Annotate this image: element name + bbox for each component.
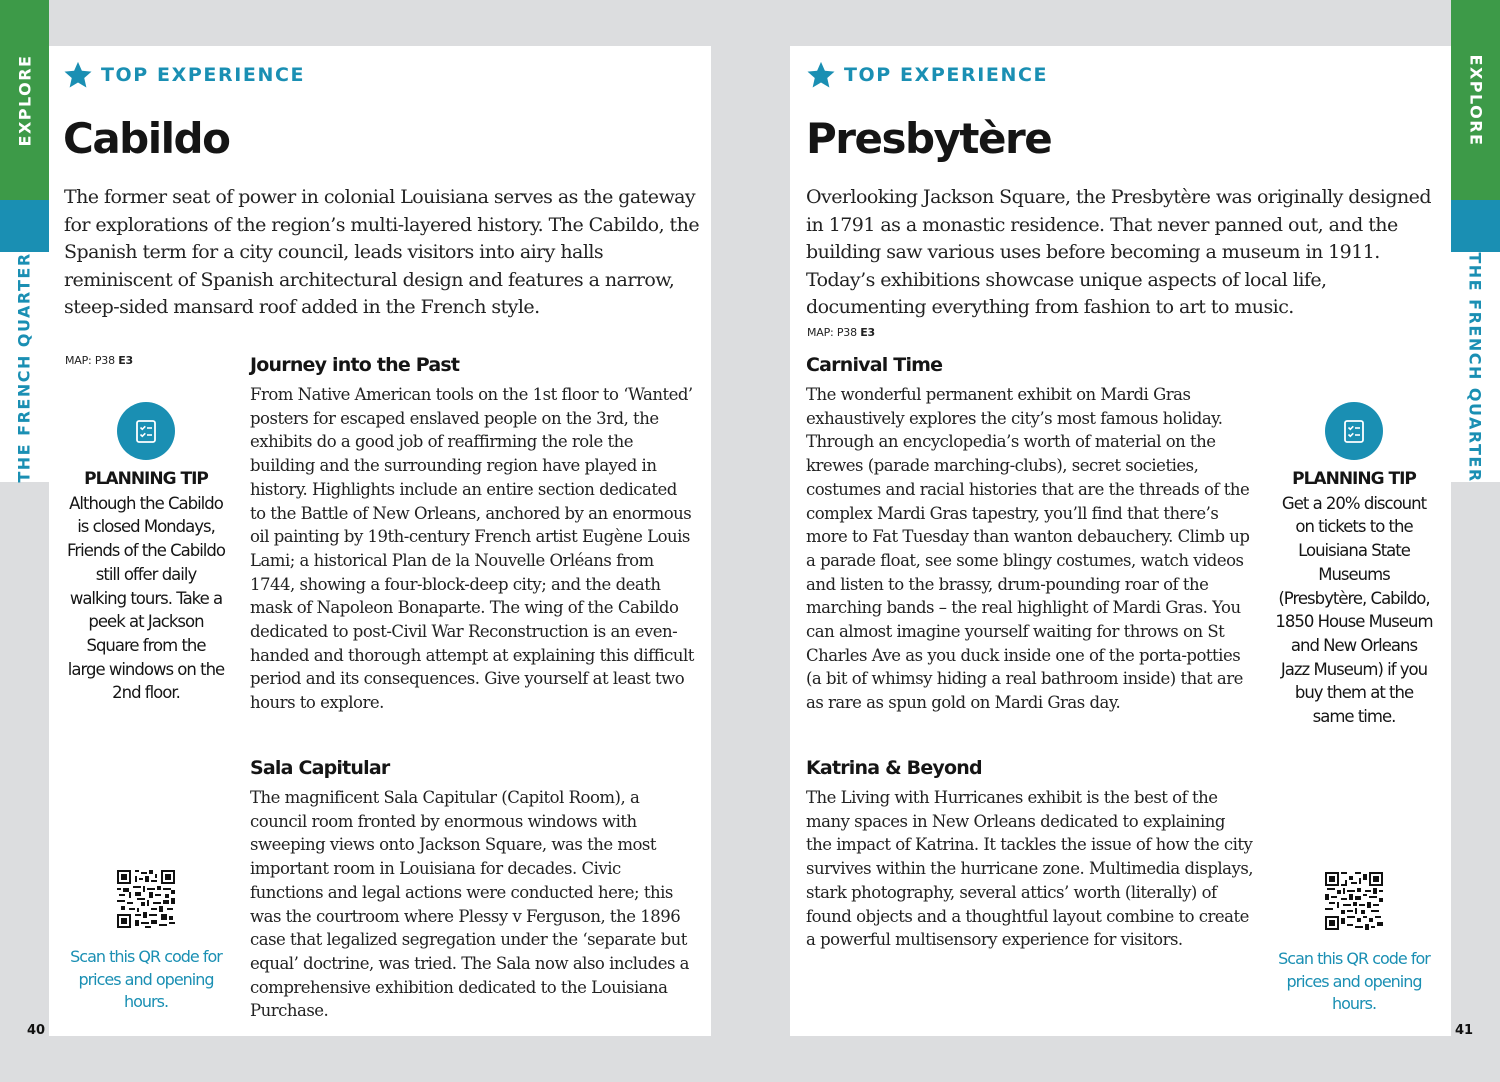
intro-paragraph: The former seat of power in colonial Louisiana serves as the gateway for explorations of the region’s multi-layered history. The Cabildo, the Spanish term for a city council, leads visitors into airy halls reminiscent of Spanish architectural design and features a narrow, steep-sided mansard roof added in the French style. bbox=[64, 186, 700, 318]
top-experience-kicker bbox=[806, 60, 1048, 90]
map-reference[interactable] bbox=[65, 354, 133, 367]
qr-caption: Scan this QR code for prices and opening hours. bbox=[1278, 949, 1430, 1013]
section-body: The Living with Hurricanes exhibit is the best of the many spaces in New Orleans dedicated to explaining the impact of Katrina. It tackles the issue of how the city survives within the hurricane zone. Multimedia displays, stark photography, several attics’ worth (literally) of found objects and a thoughtful layout combine to create a powerful multisensory experience for visitors. bbox=[806, 788, 1254, 950]
french-quarter-tab-label: THE FRENCH QUARTER bbox=[1466, 251, 1486, 483]
star-icon bbox=[63, 60, 93, 90]
planning-tip bbox=[1275, 468, 1433, 729]
map-reference[interactable] bbox=[807, 326, 875, 339]
intro-paragraph: Overlooking Jackson Square, the Presbytère was originally designed in 1791 as a monastic residence. That never panned out, and the building saw various uses before becoming a museum in 1911. Today’s exhibitions showcase unique aspects of local life, documenting everything from fashion to art to music. bbox=[806, 186, 1431, 318]
tab-divider-strip bbox=[1451, 200, 1500, 252]
section-body: From Native American tools on the 1st floor to ‘Wanted’ posters for escaped enslaved people on the 3rd, the exhibits do a good job of reaffirming the role the building and the surrounding region have played in history. Highlights include an entire section dedicated to the Battle of New Orleans, anchored by an enormous oil painting by 19th-century French artist Eugène Louis Lami; a historical Plan de la Nouvelle Orléans from 1744, showing a four-block-deep city; and the death mask of Napoleon Bonaparte. The wing of the Cabildo dedicated to post-Civil War Reconstruction is an even-handed and thorough attempt at explaining this difficult period and its consequences. Give yourself at least two hours to explore. bbox=[250, 385, 694, 713]
section-title: Sala Capitular bbox=[250, 757, 390, 779]
right-page bbox=[790, 46, 1451, 1036]
page-number-right: 41 bbox=[1455, 1023, 1474, 1038]
french-quarter-tab-label: THE FRENCH QUARTER bbox=[15, 251, 35, 483]
planning-tip-text: Get a 20% discount on tickets to the Louisiana State Museums (Presbytère, Cabildo, 1850 House Museum and New Orleans Jazz Museum) if you buy them at the same time. bbox=[1275, 493, 1433, 727]
checklist-icon bbox=[1325, 402, 1383, 460]
section-title: Carnival Time bbox=[806, 354, 943, 376]
section-title: Journey into the Past bbox=[250, 354, 460, 376]
map-grid: E3 bbox=[860, 326, 875, 339]
explore-tab[interactable] bbox=[1451, 0, 1500, 200]
page-title: Cabildo bbox=[63, 114, 230, 163]
explore-tab-label: EXPLORE bbox=[1466, 54, 1485, 146]
tab-divider-strip bbox=[0, 200, 49, 252]
page-number-left: 40 bbox=[27, 1023, 46, 1038]
section-title: Katrina & Beyond bbox=[806, 757, 982, 779]
kicker-text: TOP EXPERIENCE bbox=[844, 64, 1049, 86]
qr-caption: Scan this QR code for prices and opening hours. bbox=[70, 947, 222, 1011]
french-quarter-tab[interactable] bbox=[0, 252, 49, 482]
planning-tip-heading: PLANNING TIP bbox=[84, 469, 208, 489]
star-icon bbox=[806, 60, 836, 90]
explore-tab[interactable] bbox=[0, 0, 49, 200]
planning-tip-text: Although the Cabildo is closed Mondays, Friends of the Cabildo still offer daily walking tours. Take a peek at Jackson Square from the large windows on the 2nd floor. bbox=[67, 493, 225, 703]
left-page bbox=[49, 46, 711, 1036]
section-body: The wonderful permanent exhibit on Mardi Gras exhaustively explores the city’s most famous holiday. Through an encyclopedia’s worth of material on the krewes (parade marching-clubs), secret societies, costumes and racial histories that are the threads of the complex Mardi Gras tapestry, you’ll find that there’s more to Fat Tuesday than wanton debauchery. Climb up a parade float, see some blingy costumes, watch videos and listen to the brassy, drum-pounding roar of the marching bands – the real highlight of Mardi Gras. You can almost imagine yourself waiting for throws on St Charles Ave as you duck inside one of the porta-potties (a bit of whimsy hiding a real bathroom inside) that are as rare as spun gold on Mardi Gras day. bbox=[806, 385, 1250, 713]
checklist-icon bbox=[117, 402, 175, 460]
explore-tab-label: EXPLORE bbox=[15, 54, 34, 146]
planning-tip bbox=[67, 468, 225, 705]
map-label: MAP: P38 bbox=[807, 326, 857, 339]
map-grid: E3 bbox=[118, 354, 133, 367]
top-experience-kicker bbox=[63, 60, 305, 90]
map-label: MAP: P38 bbox=[65, 354, 115, 367]
kicker-text: TOP EXPERIENCE bbox=[101, 64, 306, 86]
qr-code-icon[interactable] bbox=[117, 870, 175, 928]
planning-tip-heading: PLANNING TIP bbox=[1292, 469, 1416, 489]
qr-code-icon[interactable] bbox=[1325, 872, 1383, 930]
page-title: Presbytère bbox=[806, 114, 1052, 163]
section-body: The magnificent Sala Capitular (Capitol Room), a council room fronted by enormous windows with sweeping views onto Jackson Square, was the most important room in Louisiana for decades. Civic functions and legal actions were conducted here; this was the courtroom where Plessy v Ferguson, the 1896 case that legalized segregation under the ‘separate but equal’ doctrine, was tried. The Sala now also includes a comprehensive exhibition dedicated to the Louisiana Purchase. bbox=[250, 788, 690, 1021]
french-quarter-tab[interactable] bbox=[1451, 252, 1500, 482]
